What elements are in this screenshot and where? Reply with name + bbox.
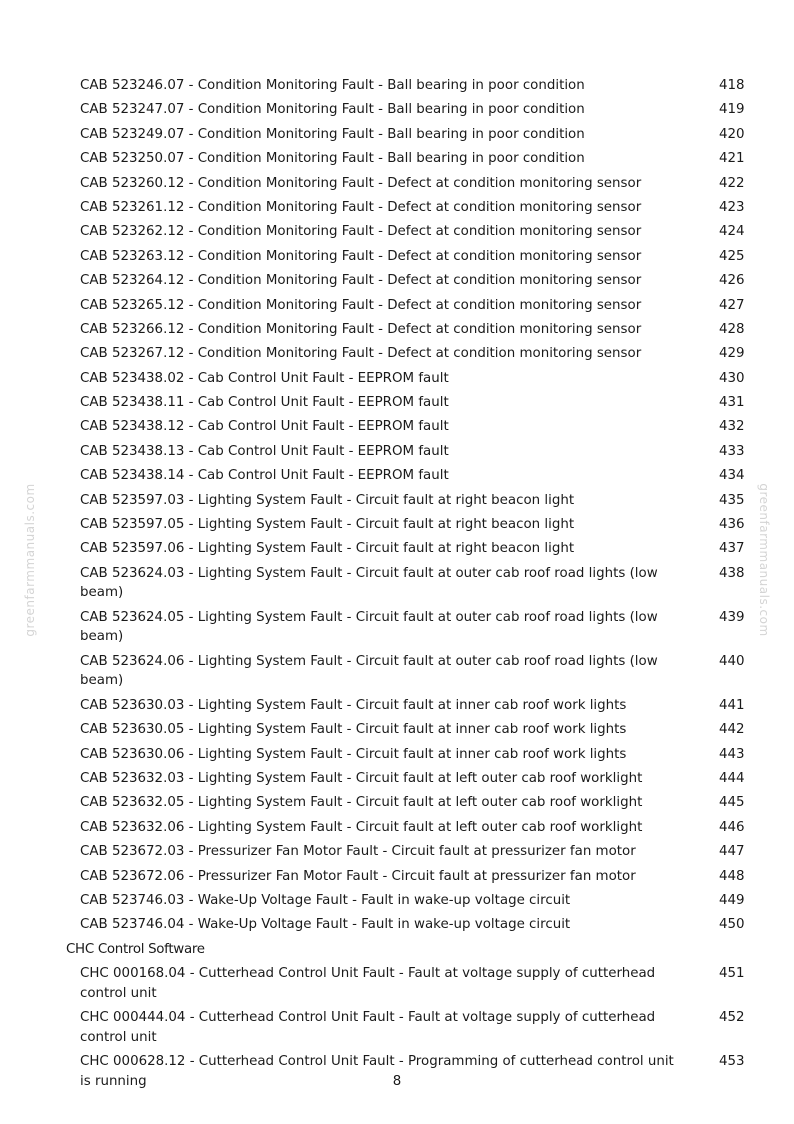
toc-entry[interactable]	[0, 720, 794, 740]
toc-entry[interactable]	[0, 652, 794, 691]
toc-entry-title: CAB 523250.07 - Condition Monitoring Fault - Ball bearing in poor condition	[80, 151, 585, 167]
toc-entry-title: CHC 000444.04 - Cutterhead Control Unit Fault - Fault at voltage supply of cutterhead control unit	[80, 1010, 656, 1045]
toc-entry-page: 422	[719, 175, 745, 191]
toc-entry-title: CHC 000168.04 - Cutterhead Control Unit Fault - Fault at voltage supply of cutterhead control unit	[80, 966, 656, 1001]
watermark-left: greenfarmmanuals.com	[23, 483, 37, 637]
toc-entry[interactable]	[0, 247, 794, 267]
toc-entry-title: CAB 523438.11 - Cab Control Unit Fault - EEPROM fault	[80, 395, 449, 411]
toc-entry[interactable]	[0, 1008, 794, 1047]
toc-entry-page: 438	[719, 565, 745, 581]
toc-entry[interactable]	[0, 696, 794, 716]
toc-entry[interactable]	[0, 608, 794, 647]
toc-entry[interactable]	[0, 818, 794, 838]
toc-entry-title: CAB 523632.06 - Lighting System Fault - Circuit fault at left outer cab roof worklight	[80, 819, 643, 835]
toc-entry[interactable]	[0, 491, 794, 511]
toc-entry-title: CAB 523672.03 - Pressurizer Fan Motor Fault - Circuit fault at pressurizer fan motor	[80, 844, 636, 860]
toc-entry-page: 428	[719, 321, 745, 337]
toc-entry-title: CAB 523438.02 - Cab Control Unit Fault - EEPROM fault	[80, 370, 449, 386]
toc-entry-page: 445	[719, 795, 745, 811]
toc-entry[interactable]	[0, 564, 794, 603]
toc-entry[interactable]	[0, 344, 794, 364]
toc-entry-title: CAB 523597.03 - Lighting System Fault - Circuit fault at right beacon light	[80, 492, 575, 508]
toc-entry-page: 443	[719, 746, 745, 762]
toc-entry-page: 426	[719, 273, 745, 289]
toc-entry-page: 423	[719, 199, 745, 215]
toc-entry[interactable]	[0, 100, 794, 120]
toc-entry-page: 430	[719, 370, 745, 386]
toc-entry-page: 448	[719, 868, 745, 884]
toc-entry-title: CAB 523249.07 - Condition Monitoring Fault - Ball bearing in poor condition	[80, 126, 585, 142]
toc-entry-page: 435	[719, 492, 745, 508]
toc-entry[interactable]	[0, 515, 794, 535]
toc-entry-title: CHC 000628.12 - Cutterhead Control Unit Fault - Programming of cutterhead control unit is running	[80, 1054, 674, 1089]
table-of-contents	[0, 76, 794, 1096]
toc-entry-title: CAB 523624.05 - Lighting System Fault - Circuit fault at outer cab roof road lights (low beam)	[80, 609, 658, 645]
toc-entry[interactable]	[0, 149, 794, 169]
toc-entry-title: CAB 523263.12 - Condition Monitoring Fault - Defect at condition monitoring sensor	[80, 248, 642, 264]
toc-entry[interactable]	[0, 964, 794, 1003]
toc-entry-page: 441	[719, 697, 745, 713]
toc-entry-page: 452	[719, 1010, 745, 1026]
toc-entry-page: 432	[719, 419, 745, 435]
toc-entry[interactable]	[0, 842, 794, 862]
toc-entry[interactable]	[0, 222, 794, 242]
toc-entry-title: CAB 523438.12 - Cab Control Unit Fault - EEPROM fault	[80, 419, 449, 435]
toc-entry-title: CAB 523624.06 - Lighting System Fault - Circuit fault at outer cab roof road lights (low beam)	[80, 653, 658, 689]
toc-entry[interactable]	[0, 417, 794, 437]
toc-entry[interactable]	[0, 466, 794, 486]
toc-entry-title: CAB 523597.05 - Lighting System Fault - Circuit fault at right beacon light	[80, 517, 575, 533]
toc-entry-page: 424	[719, 224, 745, 240]
toc-entry[interactable]	[0, 296, 794, 316]
toc-entry-page: 431	[719, 395, 745, 411]
toc-entry[interactable]	[0, 369, 794, 389]
toc-entry-page: 449	[719, 892, 745, 908]
toc-entry-title: CAB 523597.06 - Lighting System Fault - Circuit fault at right beacon light	[80, 541, 575, 557]
toc-entry[interactable]	[0, 745, 794, 765]
toc-entry-page: 453	[719, 1054, 745, 1070]
toc-entry[interactable]	[0, 320, 794, 340]
toc-entry[interactable]	[0, 769, 794, 789]
toc-entry-page: 421	[719, 151, 745, 167]
toc-entry-title: CAB 523267.12 - Condition Monitoring Fault - Defect at condition monitoring sensor	[80, 346, 642, 362]
toc-entry-page: 446	[719, 819, 745, 835]
toc-entry-title: CAB 523630.06 - Lighting System Fault - Circuit fault at inner cab roof work lights	[80, 746, 627, 762]
toc-entry[interactable]	[0, 125, 794, 145]
toc-entry-page: 451	[719, 966, 745, 982]
toc-entry-page: 427	[719, 297, 745, 313]
toc-entry-title: CAB 523630.05 - Lighting System Fault - Circuit fault at inner cab roof work lights	[80, 722, 627, 738]
toc-entry[interactable]	[0, 867, 794, 887]
toc-entry-title: CAB 523746.04 - Wake-Up Voltage Fault - Fault in wake-up voltage circuit	[80, 917, 571, 933]
toc-entry-title: CAB 523438.13 - Cab Control Unit Fault - EEPROM fault	[80, 443, 449, 459]
toc-entry[interactable]	[0, 442, 794, 462]
page-number: 8	[392, 1074, 402, 1089]
toc-entry-page: 425	[719, 248, 745, 264]
toc-entry-page: 450	[719, 917, 745, 933]
toc-entry-page: 433	[719, 443, 745, 459]
toc-entry-title: CAB 523746.03 - Wake-Up Voltage Fault - Fault in wake-up voltage circuit	[80, 892, 571, 908]
toc-entry-page: 437	[719, 541, 745, 557]
toc-entry-title: CAB 523247.07 - Condition Monitoring Fault - Ball bearing in poor condition	[80, 102, 585, 118]
toc-entry-page: 434	[719, 468, 745, 484]
toc-entry[interactable]	[0, 915, 794, 935]
toc-entry-title: CAB 523246.07 - Condition Monitoring Fault - Ball bearing in poor condition	[80, 78, 585, 93]
toc-entry[interactable]	[0, 891, 794, 911]
toc-entry-title: CAB 523630.03 - Lighting System Fault - Circuit fault at inner cab roof work lights	[80, 697, 627, 713]
toc-entry[interactable]	[0, 793, 794, 813]
watermark-right: greenfarmmanuals.com	[757, 483, 771, 637]
toc-entry-title: CAB 523265.12 - Condition Monitoring Fault - Defect at condition monitoring sensor	[80, 297, 642, 313]
toc-entry-title: CAB 523262.12 - Condition Monitoring Fault - Defect at condition monitoring sensor	[80, 224, 642, 240]
toc-entry[interactable]	[0, 271, 794, 291]
toc-entry-title: CAB 523632.05 - Lighting System Fault - Circuit fault at left outer cab roof worklight	[80, 795, 643, 811]
toc-entry-title: CAB 523438.14 - Cab Control Unit Fault - EEPROM fault	[80, 468, 449, 484]
toc-entry-title: CAB 523261.12 - Condition Monitoring Fault - Defect at condition monitoring sensor	[80, 199, 642, 215]
toc-entry-page: 419	[719, 102, 745, 118]
toc-entry-page: 429	[719, 346, 745, 362]
toc-entry[interactable]	[0, 539, 794, 559]
toc-entry-page: 447	[719, 844, 745, 860]
toc-entry-title: CAB 523672.06 - Pressurizer Fan Motor Fault - Circuit fault at pressurizer fan motor	[80, 868, 636, 884]
toc-entry-page: 442	[719, 722, 745, 738]
toc-entry[interactable]	[0, 76, 794, 96]
toc-entry-title: CAB 523264.12 - Condition Monitoring Fault - Defect at condition monitoring sensor	[80, 273, 642, 289]
toc-entry-title: CAB 523260.12 - Condition Monitoring Fault - Defect at condition monitoring sensor	[80, 175, 642, 191]
toc-entry-page: 420	[719, 126, 745, 142]
toc-entry-title: CAB 523624.03 - Lighting System Fault - Circuit fault at outer cab roof road lights (low beam)	[80, 565, 658, 601]
toc-entry-page: 444	[719, 770, 745, 786]
toc-entry-page: 418	[719, 78, 745, 93]
toc-entry-page: 436	[719, 517, 745, 533]
toc-entry-title: CAB 523266.12 - Condition Monitoring Fault - Defect at condition monitoring sensor	[80, 321, 642, 337]
toc-entry-title: CAB 523632.03 - Lighting System Fault - Circuit fault at left outer cab roof worklight	[80, 770, 643, 786]
toc-entry-page: 439	[719, 609, 745, 625]
toc-entry-page: 440	[719, 653, 745, 669]
toc-entry[interactable]	[0, 174, 794, 194]
toc-entry[interactable]	[0, 198, 794, 218]
toc-entry[interactable]	[0, 393, 794, 413]
toc-section-heading: CHC Control Software	[66, 941, 205, 957]
